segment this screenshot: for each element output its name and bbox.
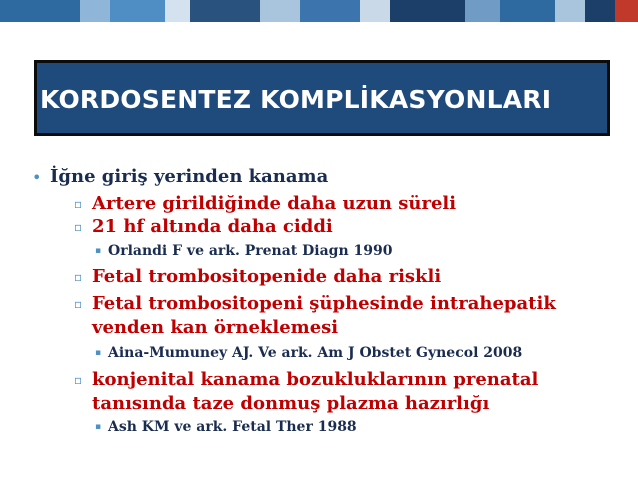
bullet-level2-continuation: tanısında taze donmuş plazma hazırlığı bbox=[92, 393, 490, 414]
bullet-level2-continuation: venden kan örneklemesi bbox=[92, 317, 339, 338]
bullet-level2: Fetal trombositopeni şüphesinde intrahepatik bbox=[92, 293, 556, 314]
bullet-marker: ▫ bbox=[74, 220, 83, 234]
bullet-level2: 21 hf altında daha ciddi bbox=[92, 216, 333, 237]
bullet-level2: konjenital kanama bozukluklarının prenatal bbox=[92, 369, 539, 390]
bullet-level2: Artere girildiğinde daha uzun süreli bbox=[92, 193, 457, 214]
bullet-marker: • bbox=[32, 168, 42, 187]
bullet-marker: ▪ bbox=[95, 348, 102, 358]
bullet-level1: İğne giriş yerinden kanama bbox=[50, 166, 329, 187]
bullet-marker: ▫ bbox=[74, 297, 83, 311]
top-decorative-stripes bbox=[0, 0, 638, 22]
bullet-level3: Ash KM ve ark. Fetal Ther 1988 bbox=[108, 419, 357, 435]
bullet-marker: ▪ bbox=[95, 422, 102, 432]
slide-title: KORDOSENTEZ KOMPLİKASYONLARI bbox=[40, 85, 552, 114]
bullet-marker: ▫ bbox=[74, 270, 83, 284]
bullet-marker: ▪ bbox=[95, 246, 102, 256]
bullet-level2: Fetal trombositopenide daha riskli bbox=[92, 266, 442, 287]
bullet-level3: Aina-Mumuney AJ. Ve ark. Am J Obstet Gynecol 2008 bbox=[108, 345, 523, 361]
title-box bbox=[34, 60, 610, 136]
bullet-marker: ▫ bbox=[74, 373, 83, 387]
bullet-level3: Orlandi F ve ark. Prenat Diagn 1990 bbox=[108, 243, 393, 259]
bullet-marker: ▫ bbox=[74, 197, 83, 211]
